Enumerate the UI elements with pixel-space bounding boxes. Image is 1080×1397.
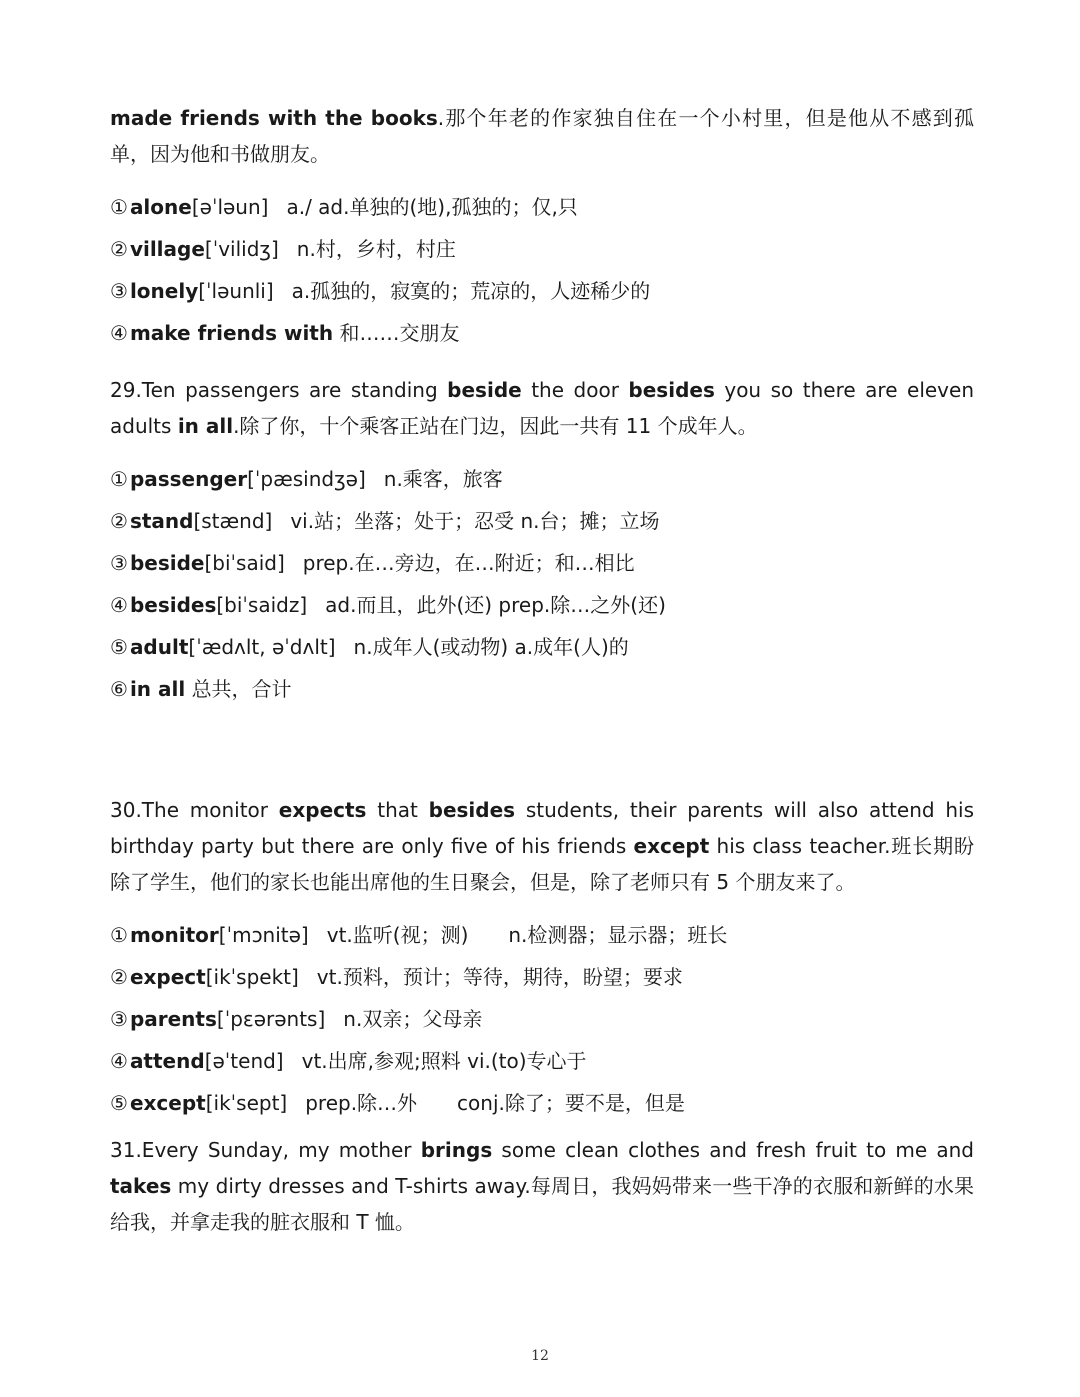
definition: prep.在…旁边，在…附近；和…相比: [302, 551, 635, 575]
vocab-item: [110, 584, 974, 626]
definition: n.乘客，旅客: [383, 467, 503, 491]
vocab-item: [110, 668, 974, 710]
item-number: ⑤: [110, 1091, 128, 1115]
item-number: ②: [110, 965, 128, 989]
vocab-item: [110, 542, 974, 584]
definition: a./ ad.单独的(地),孤独的；仅,只: [286, 195, 578, 219]
vocab-word: lonely: [129, 279, 199, 303]
item-number: ③: [110, 551, 128, 575]
phonetic: [biˈsaid]: [204, 551, 285, 575]
definition: vt.出席,参观;照料 vi.(to)专心于: [301, 1049, 587, 1073]
vocab-word: parents: [129, 1007, 217, 1031]
definition: 总共，合计: [191, 677, 292, 701]
bold-phrase: made friends with the books: [110, 106, 438, 130]
keyword: takes: [110, 1174, 172, 1198]
sentence-28-continued: [110, 100, 974, 172]
item-number: ④: [110, 1049, 128, 1073]
sentence-31: 31.Every Sunday, my mother brings some clean clothes and fresh fruit to me and takes my dirty dresses and T-shirts away.每周日，我妈妈带来一些干净的衣服和新鲜的水果给我，并拿走我的脏衣服和 T 恤。: [110, 1138, 974, 1234]
vocab-word: stand: [129, 509, 194, 533]
item-number: ①: [110, 923, 128, 947]
definition: a.孤独的，寂寞的；荒凉的，人迹稀少的: [291, 279, 651, 303]
phonetic: [stænd]: [193, 509, 273, 533]
vocab-word: village: [129, 237, 205, 261]
definition: vt.监听(视；测) n.检测器；显示器；班长: [326, 923, 728, 947]
item-number: ①: [110, 467, 128, 491]
vocab-word: in all: [129, 677, 186, 701]
vocab-list: [110, 914, 974, 1124]
keyword: in all: [177, 414, 234, 438]
vocab-word: make friends with: [129, 321, 334, 345]
vocab-item: [110, 458, 974, 500]
vocab-word: attend: [129, 1049, 205, 1073]
keyword: except: [633, 834, 710, 858]
vocab-list: [110, 458, 974, 710]
vocab-item: [110, 626, 974, 668]
phonetic: [ˈləunli]: [198, 279, 274, 303]
vocab-item: [110, 312, 974, 354]
definition: 和……交朋友: [339, 321, 460, 345]
item-number: ④: [110, 593, 128, 617]
phonetic: [biˈsaidz]: [216, 593, 308, 617]
definition: prep.除…外 conj.除了；要不是，但是: [305, 1091, 685, 1115]
definition: ad.而且，此外(还) prep.除…之外(还): [325, 593, 666, 617]
phonetic: [ˈpεərənts]: [216, 1007, 326, 1031]
keyword: brings: [420, 1138, 493, 1162]
item-number: ②: [110, 237, 128, 261]
keyword: besides: [628, 378, 715, 402]
phonetic: [ikˈspekt]: [205, 965, 299, 989]
vocab-item: [110, 956, 974, 998]
phonetic: [ˈmɔnitə]: [218, 923, 309, 947]
sentence-29: 29.Ten passengers are standing beside the door besides you so there are eleven adults in all.除了你，十个乘客正站在门边，因此一共有 11 个成年人。: [110, 378, 974, 438]
vocab-item: [110, 228, 974, 270]
vocab-word: adult: [129, 635, 189, 659]
vocab-word: except: [129, 1091, 206, 1115]
phonetic: [əˈləun]: [191, 195, 269, 219]
vocab-item: [110, 1082, 974, 1124]
vocab-item: [110, 914, 974, 956]
vocab-item: [110, 270, 974, 312]
vocab-item: [110, 1040, 974, 1082]
sentence-text: .那个年老的作家独自住在一个小村里，但是他从不感到孤单，因为他和书做朋友。: [110, 106, 975, 166]
sentence-30: 30.The monitor expects that besides students, their parents will also attend his birthday party but there are only five of his friends except his class teacher.班长期盼除了学生，他们的家长也能出席他的生日聚会，但是，除了老师只有 5 个朋友来了。: [110, 798, 975, 894]
phonetic: [ˈpæsindʒə]: [247, 467, 366, 491]
definition: n.双亲；父母亲: [343, 1007, 483, 1031]
phonetic: [ikˈsept]: [205, 1091, 288, 1115]
keyword: besides: [428, 798, 516, 822]
item-number: ⑤: [110, 635, 128, 659]
definition: n.村，乡村，村庄: [296, 237, 456, 261]
item-number: ③: [110, 279, 128, 303]
keyword: expects: [278, 798, 367, 822]
vocab-word: expect: [129, 965, 206, 989]
vocab-word: besides: [129, 593, 217, 617]
phonetic: [ˈvilidʒ]: [204, 237, 279, 261]
item-number: ②: [110, 509, 128, 533]
item-number: ④: [110, 321, 128, 345]
document-page: [110, 100, 974, 1240]
keyword: beside: [447, 378, 522, 402]
item-number: ⑥: [110, 677, 128, 701]
vocab-item: [110, 500, 974, 542]
item-number: ①: [110, 195, 128, 219]
definition: n.成年人(或动物) a.成年(人)的: [353, 635, 629, 659]
vocab-list: [110, 186, 974, 354]
phonetic: [əˈtend]: [204, 1049, 284, 1073]
definition: vi.站；坐落；处于；忍受 n.台；摊；立场: [290, 509, 660, 533]
phonetic: [ˈædʌlt, əˈdʌlt]: [188, 635, 336, 659]
vocab-item: [110, 998, 974, 1040]
item-number: ③: [110, 1007, 128, 1031]
page-number: 12: [531, 1348, 549, 1364]
vocab-word: alone: [129, 195, 192, 219]
vocab-word: beside: [129, 551, 205, 575]
vocab-item: [110, 186, 974, 228]
vocab-word: monitor: [129, 923, 219, 947]
vocab-word: passenger: [129, 467, 248, 491]
definition: vt.预料，预计；等待，期待，盼望；要求: [316, 965, 683, 989]
